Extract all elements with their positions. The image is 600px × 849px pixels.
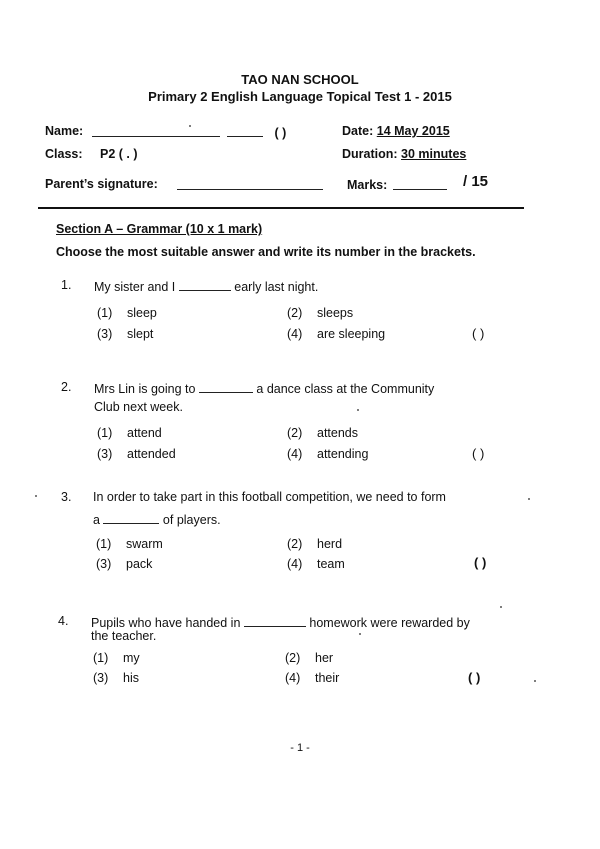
question-4-text-end: homework were rewarded by [309, 616, 470, 630]
question-3-option-4 [287, 557, 345, 571]
section-title: Section A – Grammar (10 x 1 mark) [56, 222, 263, 236]
option-text: are sleeping [317, 327, 386, 341]
option-number: (3) [97, 447, 113, 461]
scan-speck [35, 495, 37, 497]
name-index-brackets: ( ) [274, 126, 287, 140]
question-1-text-end: early last night. [234, 280, 319, 294]
option-number: (1) [96, 537, 112, 551]
question-2-text-start: Mrs Lin is going to [94, 382, 196, 396]
scan-speck [359, 633, 361, 635]
question-2-number: 2. [61, 380, 72, 394]
question-3-blank [103, 511, 159, 524]
date-value: 14 May 2015 [376, 124, 450, 138]
section-instruction: Choose the most suitable answer and write its number in the brackets. [56, 245, 476, 259]
question-3-text-start: a [93, 513, 100, 527]
option-number: (1) [97, 306, 113, 320]
page-number: - 1 - [290, 742, 310, 754]
question-3-text-end: of players. [162, 513, 221, 527]
question-3-option-2 [287, 537, 342, 551]
question-2-option-3 [97, 447, 176, 461]
scan-speck [528, 498, 530, 500]
question-1-answer-brackets[interactable]: ( ) [472, 326, 485, 341]
option-text: my [123, 651, 140, 665]
date-label: Date: [342, 124, 374, 138]
option-text: sleep [127, 306, 157, 320]
option-text: sleeps [317, 306, 354, 320]
parent-signature-field[interactable] [177, 177, 323, 195]
question-3-answer-brackets[interactable]: ( ) [474, 555, 487, 570]
question-1-option-3 [97, 327, 153, 341]
option-number: (4) [287, 557, 303, 571]
option-number: (1) [93, 651, 109, 665]
option-text: slept [127, 327, 154, 341]
option-text: attends [317, 426, 359, 440]
option-text: his [123, 671, 139, 685]
question-1-text [94, 278, 318, 294]
date-field [342, 124, 450, 138]
question-1-option-1 [97, 306, 157, 320]
school-name: TAO NAN SCHOOL [241, 72, 359, 87]
question-2-text-end: a dance class at the Community [256, 382, 435, 396]
parent-signature-label: Parent’s signature: [45, 177, 158, 191]
duration-field [342, 147, 466, 161]
option-number: (2) [285, 651, 301, 665]
marks-field[interactable] [393, 177, 447, 195]
option-number: (3) [93, 671, 109, 685]
question-4-option-1 [93, 651, 140, 665]
option-text: pack [126, 557, 153, 571]
class-value: P2 ( . ) [100, 147, 138, 161]
option-number: (4) [287, 447, 303, 461]
duration-label: Duration: [342, 147, 398, 161]
marks-total: / 15 [463, 173, 489, 190]
option-text: her [315, 651, 334, 665]
scan-speck [357, 409, 359, 411]
question-4-answer-brackets[interactable]: ( ) [468, 670, 481, 685]
question-4-option-4 [285, 671, 339, 685]
scan-speck [189, 125, 191, 127]
option-text: team [317, 557, 345, 571]
marks-label: Marks: [347, 178, 388, 192]
question-2-option-4 [287, 447, 368, 461]
question-3-number: 3. [61, 490, 72, 504]
option-text: swarm [126, 537, 163, 551]
header-divider [38, 207, 524, 209]
option-text: herd [317, 537, 343, 551]
question-4-option-2 [285, 651, 333, 665]
question-2-option-1 [97, 426, 162, 440]
option-number: (4) [285, 671, 301, 685]
name-label: Name: [45, 124, 84, 138]
question-4-option-3 [93, 671, 139, 685]
question-1-number: 1. [61, 278, 72, 292]
question-2-blank [199, 380, 253, 393]
duration-value: 30 minutes [401, 147, 467, 161]
option-number: (2) [287, 537, 303, 551]
question-2-text [94, 380, 434, 396]
question-2-text-line2: Club next week. [94, 400, 183, 414]
option-number: (2) [287, 306, 303, 320]
option-text: their [315, 671, 340, 685]
question-4-blank [244, 614, 306, 627]
question-1-text-start: My sister and I [94, 280, 176, 294]
question-1-blank [179, 278, 231, 291]
scan-speck [534, 680, 536, 682]
test-title: Primary 2 English Language Topical Test 1 - 2015 [148, 89, 452, 104]
question-4-text-start: Pupils who have handed in [91, 616, 241, 630]
question-2-answer-brackets[interactable]: ( ) [472, 446, 485, 461]
question-4-text-line2: the teacher. [91, 629, 157, 643]
option-text: attended [127, 447, 176, 461]
option-number: (3) [96, 557, 112, 571]
question-4-number: 4. [58, 614, 69, 628]
option-number: (3) [97, 327, 113, 341]
question-1-option-2 [287, 306, 353, 320]
option-number: (2) [287, 426, 303, 440]
question-3-text-line2 [93, 511, 221, 527]
question-4-text [91, 614, 470, 630]
question-3-text: In order to take part in this football competition, we need to form [93, 490, 446, 504]
question-3-option-3 [96, 557, 152, 571]
option-number: (1) [97, 426, 113, 440]
option-number: (4) [287, 327, 303, 341]
question-2-option-2 [287, 426, 358, 440]
question-1-option-4 [287, 327, 385, 341]
class-label: Class: [45, 147, 83, 161]
question-3-option-1 [96, 537, 163, 551]
option-text: attending [317, 447, 369, 461]
scan-speck [500, 606, 502, 608]
option-text: attend [127, 426, 162, 440]
